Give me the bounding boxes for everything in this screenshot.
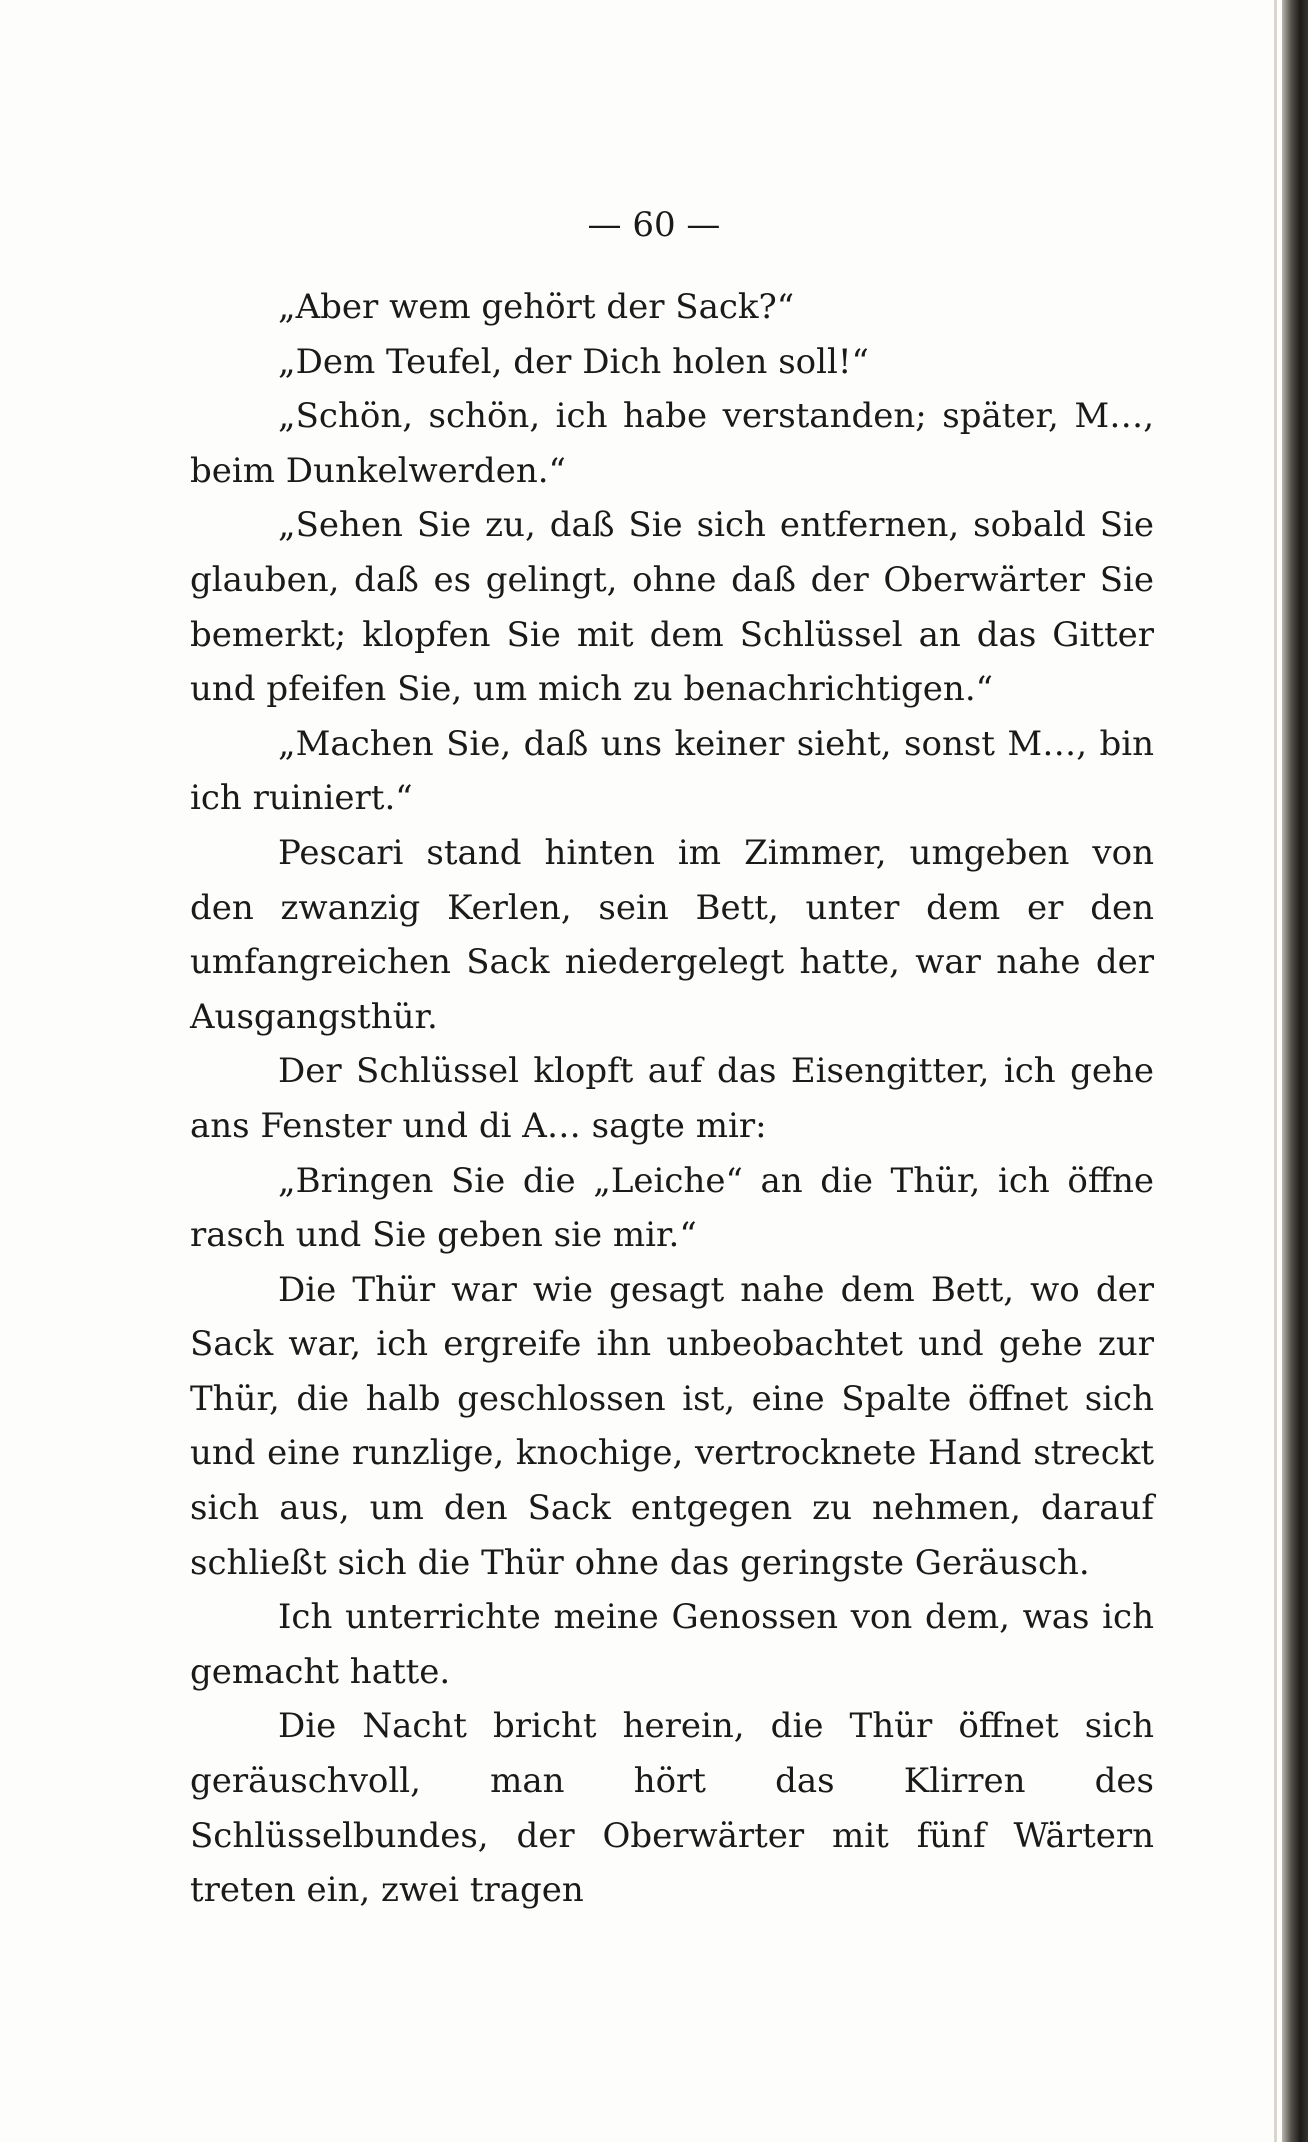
paragraph: „Aber wem gehört der Sack?“ xyxy=(278,287,795,327)
paragraph: „Sehen Sie zu, daß Sie sich entfernen, sobald Sie glauben, daß es gelingt, ohne daß der Oberwärter Sie bemerkt; klopfen Sie mit dem Schlüssel an das Gitter und pfeifen Sie, um mich zu benachrichtigen.“ xyxy=(190,505,1154,710)
paragraph: „Machen Sie, daß uns keiner sieht, sonst M…, bin ich ruiniert.“ xyxy=(190,723,1154,819)
page-edge-line xyxy=(1274,0,1277,2142)
paragraph: Pescari stand hinten im Zimmer, umgeben von den zwanzig Kerlen, sein Bett, unter dem er den umfangreichen Sack niedergelegt hatte, war nahe der Ausgangsthür. xyxy=(190,832,1154,1037)
body-text xyxy=(190,280,1154,1918)
page-number: — 60 — xyxy=(587,205,721,245)
paragraph: Die Nacht bricht herein, die Thür öffnet sich geräuschvoll, man hört das Klirren des Schlüsselbundes, der Oberwärter mit fünf Wärtern treten ein, zwei tragen xyxy=(190,1706,1154,1911)
paragraph: „Dem Teufel, der Dich holen soll!“ xyxy=(278,341,869,382)
paragraph: „Schön, schön, ich habe verstanden; später, M…, beim Dunkelwerden.“ xyxy=(190,396,1154,491)
paragraph: Ich unterrichte meine Genossen von dem, was ich gemacht hatte. xyxy=(190,1597,1154,1692)
paragraph: Die Thür war wie gesagt nahe dem Bett, wo der Sack war, ich ergreife ihn unbeobachtet und gehe zur Thür, die halb geschlossen ist, eine Spalte öffnet sich und eine runzlige, knochige, vertrocknete Hand streckt sich aus, um den Sack entgegen zu nehmen, darauf schließt sich die Thür ohne das geringste Geräusch. xyxy=(190,1269,1154,1583)
paragraph: Der Schlüssel klopft auf das Eisengitter, ich gehe ans Fenster und di A… sagte mir: xyxy=(190,1051,1154,1146)
page-edge-shadow xyxy=(1282,0,1308,2142)
paragraph: „Bringen Sie die „Leiche“ an die Thür, ich öffne rasch und Sie geben sie mir.“ xyxy=(190,1160,1154,1256)
